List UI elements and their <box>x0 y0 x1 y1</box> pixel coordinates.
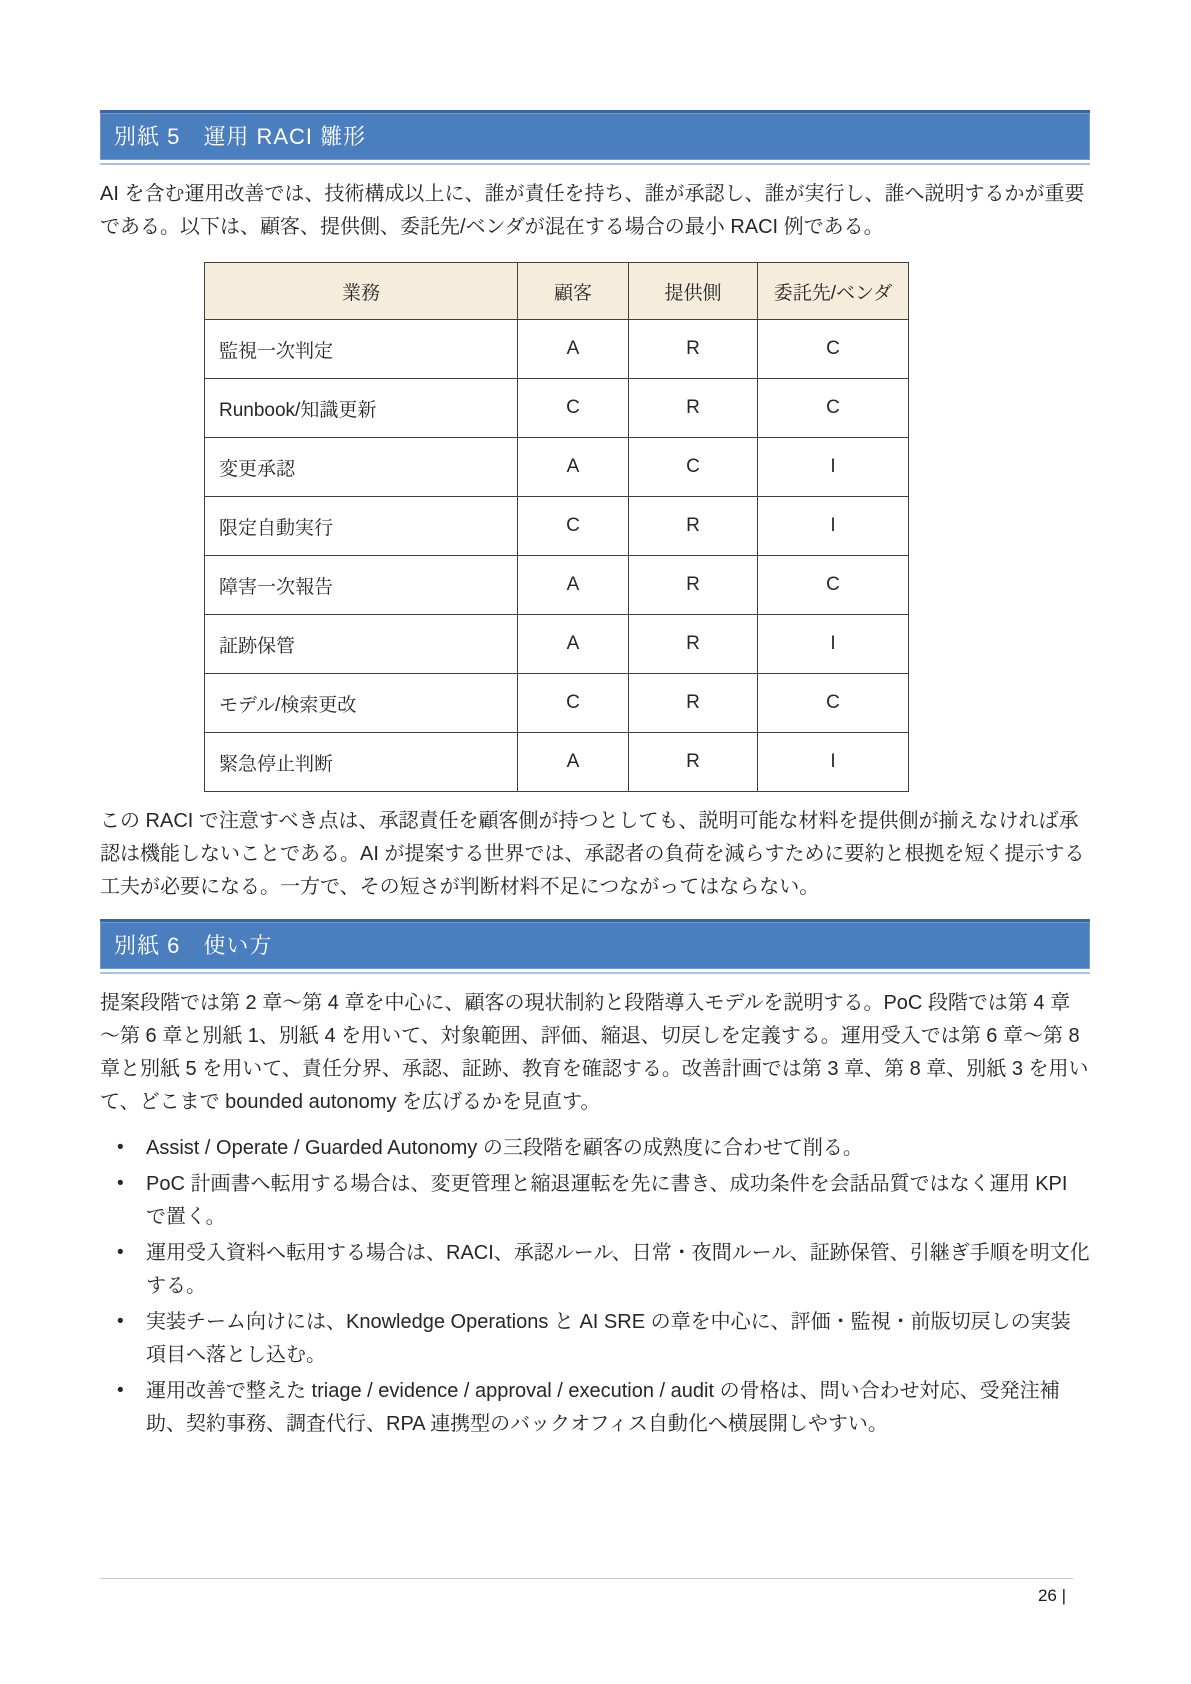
appendix6-intro-paragraph: 提案段階では第 2 章～第 4 章を中心に、顧客の現状制約と段階導入モデルを説明する。PoC 段階では第 4 章～第 6 章と別紙 1、別紙 4 を用いて、対象範囲、評価、縮退、切戻しを定義する。運用受入では第 6 章～第 8 章と別紙 5 を用いて、責任分界、承認、証跡、教育を確認する。改善計画では第 3 章、第 8 章、別紙 3 を用いて、どこまで bounded autonomy を広げるかを見直す。 <box>100 992 1089 1113</box>
customer-cell: A <box>518 615 629 674</box>
appendix5-intro-paragraph: AI を含む運用改善では、技術構成以上に、誰が責任を持ち、誰が承認し、誰が実行し、誰へ説明するかが重要である。以下は、顧客、提供側、委託先/ベンダが混在する場合の最小 RACI 例である。 <box>100 183 1085 238</box>
page-content <box>100 0 1090 1441</box>
bullet-icon: • <box>117 1311 124 1332</box>
section-appendix6 <box>100 919 1090 974</box>
task-cell: 緊急停止判断 <box>205 733 518 792</box>
page-number: 26 | <box>1037 1586 1066 1605</box>
appendix6-heading: 別紙 6 使い方 <box>100 919 1090 969</box>
list-item <box>100 1168 1090 1234</box>
task-cell: Runbook/知識更新 <box>205 379 518 438</box>
task-cell: 障害一次報告 <box>205 556 518 615</box>
column-header-customer: 顧客 <box>518 263 629 320</box>
table-row <box>205 674 909 733</box>
appendix5-heading: 別紙 5 運用 RACI 雛形 <box>100 110 1090 160</box>
table-row <box>205 438 909 497</box>
provider-cell: R <box>629 674 758 733</box>
bullet-text: PoC 計画書へ転用する場合は、変更管理と縮退運転を先に書き、成功条件を会話品質ではなく運用 KPI で置く。 <box>146 1173 1068 1228</box>
raci-table-body <box>205 320 909 792</box>
column-header-task: 業務 <box>205 263 518 320</box>
vendor-cell: I <box>758 615 909 674</box>
provider-cell: R <box>629 379 758 438</box>
vendor-cell: C <box>758 320 909 379</box>
provider-cell: R <box>629 556 758 615</box>
vendor-cell: C <box>758 674 909 733</box>
vendor-cell: I <box>758 733 909 792</box>
appendix5-heading-underline <box>100 163 1090 165</box>
task-cell: モデル/検索更改 <box>205 674 518 733</box>
task-cell: 証跡保管 <box>205 615 518 674</box>
raci-table <box>204 262 909 792</box>
provider-cell: R <box>629 320 758 379</box>
column-header-vendor: 委託先/ベンダ <box>758 263 909 320</box>
table-row <box>205 320 909 379</box>
provider-cell: R <box>629 615 758 674</box>
table-row <box>205 497 909 556</box>
vendor-cell: C <box>758 556 909 615</box>
task-cell: 監視一次判定 <box>205 320 518 379</box>
list-item <box>100 1237 1090 1303</box>
provider-cell: R <box>629 733 758 792</box>
bullet-icon: • <box>117 1137 124 1158</box>
provider-cell: C <box>629 438 758 497</box>
customer-cell: C <box>518 674 629 733</box>
customer-cell: A <box>518 556 629 615</box>
provider-cell: R <box>629 497 758 556</box>
appendix6-heading-underline <box>100 972 1090 974</box>
footer-divider <box>100 1578 1073 1579</box>
bullet-text: Assist / Operate / Guarded Autonomy の三段階を顧客の成熟度に合わせて削る。 <box>146 1137 863 1159</box>
appendix5-note-paragraph: この RACI で注意すべき点は、承認責任を顧客側が持つとしても、説明可能な材料を提供側が揃えなければ承認は機能しないことである。AI が提案する世界では、承認者の負荷を減らすために要約と根拠を短く提示する工夫が必要になる。一方で、その短さが判断材料不足につながってはならない。 <box>100 810 1085 898</box>
vendor-cell: C <box>758 379 909 438</box>
bullet-icon: • <box>117 1173 124 1194</box>
vendor-cell: I <box>758 497 909 556</box>
raci-table-header <box>205 263 909 320</box>
customer-cell: A <box>518 438 629 497</box>
customer-cell: A <box>518 733 629 792</box>
table-header-row <box>205 263 909 320</box>
list-item <box>100 1375 1090 1441</box>
bullet-text: 実装チーム向けには、Knowledge Operations と AI SRE の章を中心に、評価・監視・前版切戻しの実装項目へ落とし込む。 <box>146 1311 1071 1366</box>
bullet-text: 運用受入資料へ転用する場合は、RACI、承認ルール、日常・夜間ルール、証跡保管、引継ぎ手順を明文化する。 <box>146 1242 1090 1297</box>
column-header-provider: 提供側 <box>629 263 758 320</box>
vendor-cell: I <box>758 438 909 497</box>
customer-cell: C <box>518 379 629 438</box>
task-cell: 変更承認 <box>205 438 518 497</box>
table-row <box>205 615 909 674</box>
list-item <box>100 1306 1090 1372</box>
bullet-icon: • <box>117 1380 124 1401</box>
table-row <box>205 733 909 792</box>
bullet-text: 運用改善で整えた triage / evidence / approval / execution / audit の骨格は、問い合わせ対応、受発注補助、契約事務、調査代行、RPA 連携型のバックオフィス自動化へ横展開しやすい。 <box>146 1380 1060 1435</box>
list-item <box>100 1132 1090 1165</box>
section-appendix5 <box>100 110 1090 165</box>
customer-cell: C <box>518 497 629 556</box>
table-row <box>205 556 909 615</box>
customer-cell: A <box>518 320 629 379</box>
task-cell: 限定自動実行 <box>205 497 518 556</box>
usage-bullet-list <box>100 1132 1090 1441</box>
table-row <box>205 379 909 438</box>
bullet-icon: • <box>117 1242 124 1263</box>
